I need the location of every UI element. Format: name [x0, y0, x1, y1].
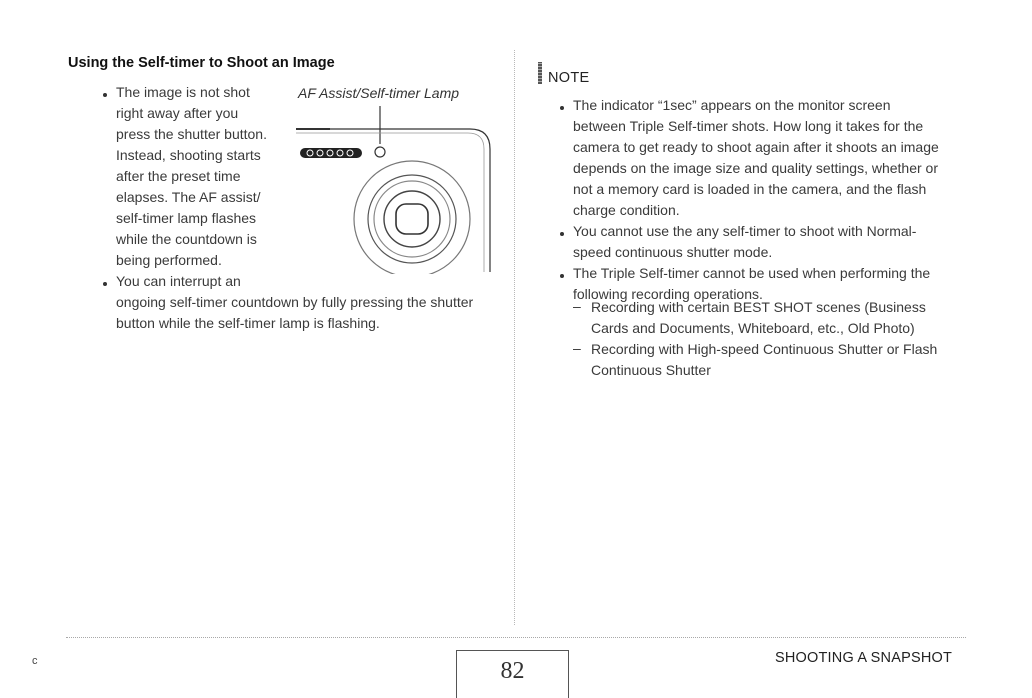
section-title: SHOOTING A SNAPSHOT [775, 650, 953, 666]
figure-caption: AF Assist/Self-timer Lamp [298, 85, 460, 101]
bullet-dot [560, 232, 564, 236]
text-line: being performed. [116, 252, 222, 268]
section-heading: Using the Self-timer to Shoot an Image [68, 55, 335, 71]
text-line: charge condition. [573, 202, 680, 218]
bullet-dot [560, 274, 564, 278]
footer-rule [66, 637, 966, 638]
text-line: Instead, shooting starts [116, 147, 261, 163]
text-line: You cannot use the any self-timer to shoot with Normal- [573, 223, 917, 239]
text-line: not a memory card is loaded in the camera, and the flash [573, 181, 927, 197]
text-line: while the countdown is [116, 231, 257, 247]
text-line: press the shutter button. [116, 126, 267, 142]
text-line: Cards and Documents, Whiteboard, etc., Old Photo) [591, 320, 915, 336]
note-sub-item-2 [591, 339, 937, 381]
text-line: The image is not shot [116, 84, 250, 100]
text-line: speed continuous shutter mode. [573, 244, 773, 260]
note-sub-item-1 [591, 297, 926, 339]
dash-marker: – [573, 340, 581, 356]
text-line: right away after you [116, 105, 239, 121]
bullet-dot [103, 282, 107, 286]
note-marker [538, 62, 542, 84]
corner-mark: c [32, 655, 38, 667]
text-line: self-timer lamp flashes [116, 210, 257, 226]
text-line: Recording with certain BEST SHOT scenes (Business [591, 299, 926, 315]
brand-logo [300, 148, 362, 158]
text-line: depends on the image size and quality settings, whether or [573, 160, 939, 176]
column-divider [514, 50, 515, 625]
camera-illustration [290, 104, 500, 274]
text-line: The indicator “1sec” appears on the monitor screen [573, 97, 891, 113]
note-bullet-2 [573, 221, 916, 263]
text-line: The Triple Self-timer cannot be used when performing the [573, 265, 931, 281]
text-line: camera to get ready to shoot again after it shoots an image [573, 139, 939, 155]
text-line: elapses. The AF assist/ [116, 189, 261, 205]
page-number: 82 [500, 658, 525, 684]
text-line: following recording operations. [573, 286, 763, 302]
bullet-dot [560, 106, 564, 110]
text-line: Continuous Shutter [591, 362, 711, 378]
text-line: Recording with High-speed Continuous Shutter or Flash [591, 341, 938, 357]
note-title: NOTE [548, 70, 590, 86]
note-bullet-1 [573, 95, 939, 221]
text-line: button while the self-timer lamp is flashing. [116, 315, 380, 331]
text-line: ongoing self-timer countdown by fully pressing the shutter [116, 294, 474, 310]
dash-marker: – [573, 298, 581, 314]
text-line: after the preset time [116, 168, 241, 184]
left-bullet-1 [116, 82, 267, 271]
left-bullet-2 [116, 271, 473, 334]
text-line: between Triple Self-timer shots. How long it takes for the [573, 118, 924, 134]
text-line: You can interrupt an [116, 273, 241, 289]
bullet-dot [103, 93, 107, 97]
